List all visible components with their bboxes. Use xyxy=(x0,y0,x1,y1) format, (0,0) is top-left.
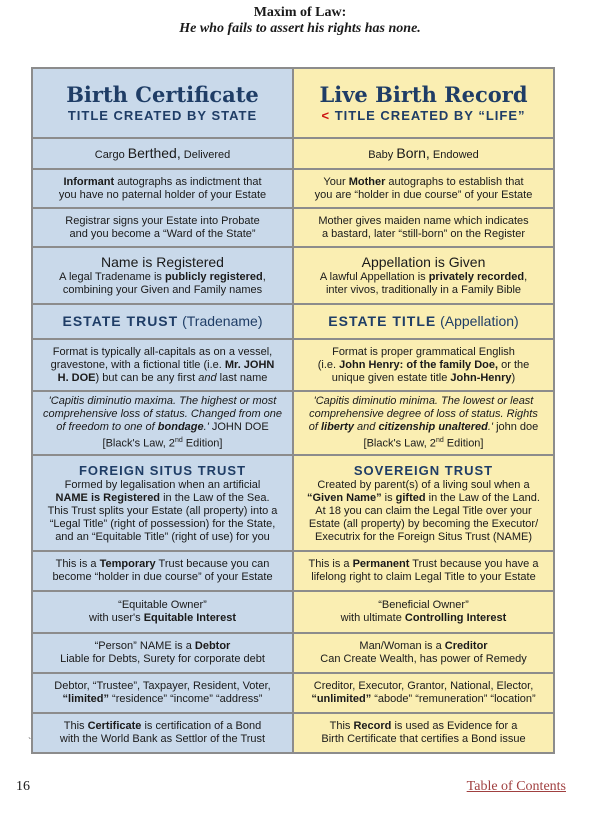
text: combining your Given and Family names xyxy=(62,284,263,296)
text: Your xyxy=(323,175,349,188)
text: Formed by legalisation when an artificial xyxy=(64,478,261,491)
text: is certification of a Bond xyxy=(141,720,262,732)
text: citizenship unaltered xyxy=(378,421,488,434)
text: Trust because you have a xyxy=(409,558,539,570)
row-limited-left xyxy=(33,674,292,712)
text: of freedom to one of xyxy=(56,421,158,434)
text: autographs as indictment that xyxy=(114,175,262,188)
text: John-Henry xyxy=(450,371,512,384)
row-estate-title-right xyxy=(294,305,553,338)
text: “limited” xyxy=(62,693,109,705)
text: Executrix for the Foreign Situs Trust (NAME) xyxy=(314,530,532,543)
right-column-subtitle-line xyxy=(321,108,525,124)
text: Baby xyxy=(368,149,397,161)
text: autographs to establish that xyxy=(385,175,524,188)
text: Mother gives maiden name which indicates xyxy=(318,214,529,227)
text: John Henry: of the family Doe, xyxy=(339,358,499,371)
row-debtor-left xyxy=(33,634,292,672)
text: NAME is Registered xyxy=(55,491,161,504)
text: or the xyxy=(498,358,530,371)
text: ) but can be any first xyxy=(95,371,199,384)
row-certificate-left xyxy=(33,714,292,752)
text: Birth Certificate that certifies a Bond issue xyxy=(321,733,526,745)
text: Equitable Interest xyxy=(143,612,236,624)
text: a bastard, later “still-born” on the Register xyxy=(322,227,525,240)
text: Controlling Interest xyxy=(404,612,507,624)
text: Edition] xyxy=(443,437,484,450)
left-column-title: Birth Certificate xyxy=(66,82,259,107)
text: publicly registered xyxy=(164,271,263,283)
row-cargo-right xyxy=(294,139,553,168)
text: unique given estate title xyxy=(331,371,451,384)
text: ESTATE TRUST xyxy=(62,313,179,329)
row-informant-left xyxy=(33,170,292,207)
text: comprehensive loss of status. Changed from one xyxy=(42,408,283,421)
text: gravestone, with a fictional title (i.e. xyxy=(50,358,225,371)
text: of xyxy=(308,421,321,434)
text: This Trust splits your Estate (all property) into a xyxy=(47,504,278,517)
text: Estate (all property) by becoming the Executor/ xyxy=(308,517,539,530)
row-capitis-maxima-left xyxy=(33,392,292,454)
text: Mother xyxy=(348,175,386,188)
text: ESTATE TITLE xyxy=(328,313,437,329)
text: last name xyxy=(216,371,268,384)
row-registrar-right xyxy=(294,209,553,246)
text: is used as Evidence for a xyxy=(391,720,518,732)
right-column-header xyxy=(294,69,553,137)
text: Record xyxy=(353,720,392,732)
text: john doe xyxy=(493,421,539,434)
left-column-subtitle: TITLE CREATED BY STATE xyxy=(67,108,258,123)
text: with the World Bank as Settlor of the Trust xyxy=(59,733,266,745)
text: Certificate xyxy=(87,720,142,732)
text: “abode” “remuneration” “location” xyxy=(371,693,536,705)
text: A lawful Appellation is xyxy=(319,271,429,283)
text: “Equitable Owner” xyxy=(118,599,207,611)
text: Endowed xyxy=(429,149,479,161)
text: gifted xyxy=(395,491,426,504)
text: and an “Equitable Title” (right of use) for you xyxy=(55,530,270,543)
text: This xyxy=(329,720,354,732)
text: Liable for Debts, Surety for corporate debt xyxy=(60,653,265,665)
text: and xyxy=(353,421,379,434)
text: FOREIGN SITUS TRUST xyxy=(78,462,247,478)
text: liberty xyxy=(320,421,354,434)
text: 'Capitis diminutio maxima. The highest or most xyxy=(48,395,277,408)
text: “Given Name” xyxy=(307,491,382,504)
text: Creditor, Executor, Grantor, National, Elector, xyxy=(313,680,534,692)
text: Temporary xyxy=(99,558,156,570)
page-number: 16 xyxy=(16,779,30,794)
left-column-header xyxy=(33,69,292,137)
text: “unlimited” xyxy=(311,693,372,705)
text: Mr. JOHN xyxy=(224,358,275,371)
text: with user's xyxy=(89,612,144,624)
row-temporary-trust-left xyxy=(33,552,292,590)
text: Created by parent(s) of a living soul when a xyxy=(317,478,530,491)
text: This xyxy=(63,720,88,732)
text: lifelong right to claim Legal Title to your Estate xyxy=(311,571,536,583)
text: bondage xyxy=(157,421,204,434)
text: “residence” “income” “address” xyxy=(109,693,263,705)
text: JOHN DOE xyxy=(208,421,269,434)
text: become “holder in due course” of your Estate xyxy=(52,571,273,583)
text: with ultimate xyxy=(340,612,405,624)
text: Format is proper grammatical English xyxy=(332,345,515,358)
text: nd xyxy=(174,437,183,445)
text: Berthed, xyxy=(127,145,181,161)
row-sovereign-trust-right xyxy=(294,456,553,550)
text: Delivered xyxy=(180,149,231,161)
text: (Tradename) xyxy=(178,313,263,329)
text: SOVEREIGN TRUST xyxy=(353,462,494,478)
text: and you become a “Ward of the State” xyxy=(69,227,256,240)
text: Informant xyxy=(63,175,115,188)
text: Born, xyxy=(396,145,430,161)
text: nd xyxy=(435,437,444,445)
text: privately recorded xyxy=(428,271,525,283)
text: Permanent xyxy=(352,558,410,570)
row-unlimited-right xyxy=(294,674,553,712)
row-foreign-situs-left xyxy=(33,456,292,550)
text: , xyxy=(262,271,266,283)
text: Registrar signs your Estate into Probate xyxy=(65,214,260,227)
text: This is a xyxy=(55,558,100,570)
right-column-title: Live Birth Record xyxy=(319,82,528,107)
table-of-contents-link[interactable]: Table of Contents xyxy=(466,779,566,794)
row-registrar-left xyxy=(33,209,292,246)
text: Name is Registered xyxy=(101,254,224,270)
text: you have no paternal holder of your Estate xyxy=(58,188,267,201)
row-format-right xyxy=(294,340,553,390)
text: Format is typically all-capitals as on a vessel, xyxy=(52,345,273,358)
text: Creditor xyxy=(444,640,488,652)
row-cargo-left xyxy=(33,139,292,168)
text: Trust because you can xyxy=(155,558,270,570)
text: in the Law of the Land. xyxy=(425,491,540,504)
row-format-left xyxy=(33,340,292,390)
text: This is a xyxy=(308,558,353,570)
text: “Legal Title” (right of possession) for the State, xyxy=(49,517,276,530)
row-name-registered-left xyxy=(33,248,292,303)
text: .' xyxy=(487,421,494,434)
row-beneficial-owner-right xyxy=(294,592,553,632)
text: Debtor, “Trustee”, Taxpayer, Resident, Voter, xyxy=(54,680,271,692)
right-column-subtitle: TITLE CREATED BY “LIFE” xyxy=(334,108,526,123)
text: ) xyxy=(511,371,516,384)
text: Cargo xyxy=(94,149,128,161)
row-informant-right xyxy=(294,170,553,207)
text: (Appellation) xyxy=(436,313,519,329)
text: inter vivos, traditionally in a Family Bible xyxy=(325,284,522,296)
text: Man/Woman is a xyxy=(359,640,445,652)
text: is xyxy=(381,491,396,504)
text: At 18 you can claim the Legal Title over your xyxy=(315,504,532,517)
text: A legal Tradename is xyxy=(59,271,165,283)
row-record-right xyxy=(294,714,553,752)
row-permanent-trust-right xyxy=(294,552,553,590)
text: and xyxy=(198,371,217,384)
maxim-heading xyxy=(0,5,600,37)
text: Debtor xyxy=(194,640,231,652)
text: Appellation is Given xyxy=(361,254,486,270)
text: “Beneficial Owner” xyxy=(378,599,469,611)
text: , xyxy=(524,271,528,283)
text: [Black's Law, 2 xyxy=(363,437,436,450)
red-arrow-icon: < xyxy=(321,108,331,123)
text: Edition] xyxy=(182,437,223,450)
text: in the Law of the Sea. xyxy=(160,491,270,504)
text: [Black's Law, 2 xyxy=(102,437,175,450)
text: you are “holder in due course” of your Estate xyxy=(314,188,533,201)
maxim-title: Maxim of Law: xyxy=(253,5,347,20)
row-equitable-owner-left xyxy=(33,592,292,632)
comparison-table xyxy=(31,67,555,754)
text: 'Capitis diminutio minima. The lowest or least xyxy=(313,395,534,408)
row-appellation-right xyxy=(294,248,553,303)
text: comprehensive degree of loss of status. Rights xyxy=(309,408,538,421)
row-capitis-minima-right xyxy=(294,392,553,454)
text: Can Create Wealth, has power of Remedy xyxy=(320,653,527,665)
text: .' xyxy=(203,421,209,434)
text: (i.e. xyxy=(317,358,340,371)
stray-mark: ` xyxy=(28,737,32,748)
text: H. DOE xyxy=(57,371,96,384)
row-estate-trust-left xyxy=(33,305,292,338)
text: “Person” NAME is a xyxy=(94,640,195,652)
maxim-text: He who fails to assert his rights has none. xyxy=(179,21,421,36)
row-creditor-right xyxy=(294,634,553,672)
